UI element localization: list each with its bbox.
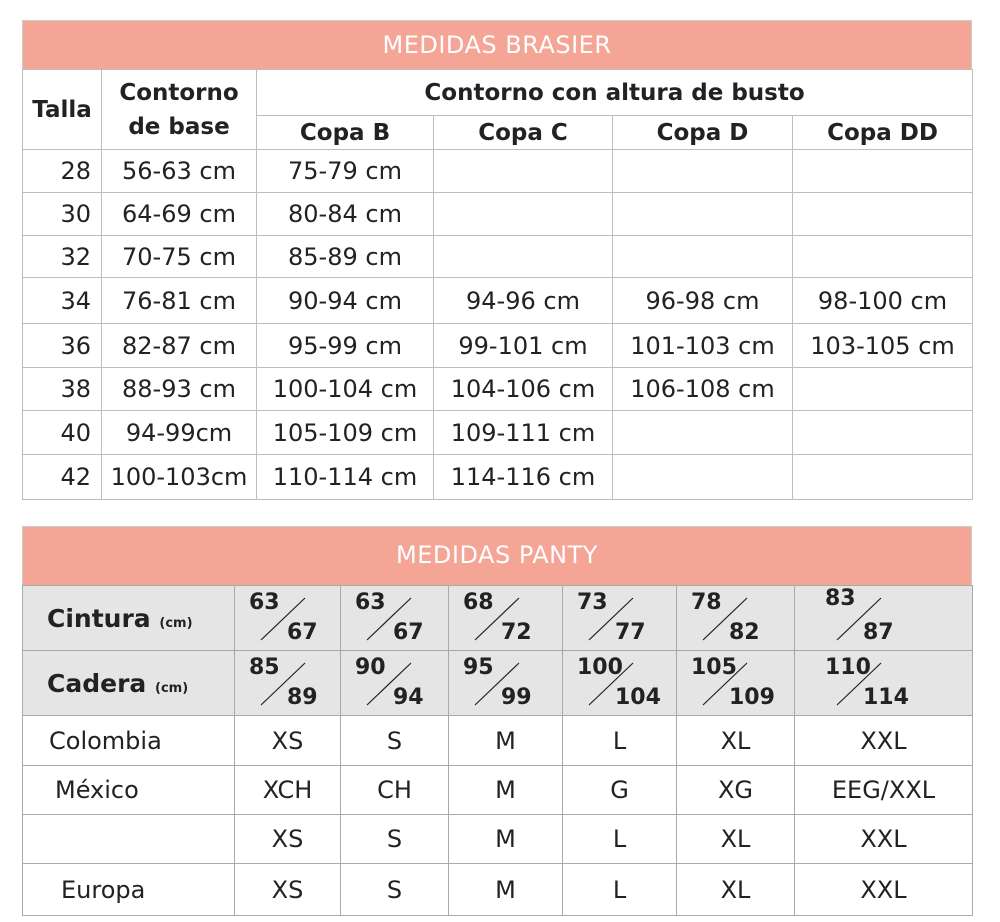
fraction-top: 95 — [463, 655, 494, 680]
cup-cell: 98-100 cm — [793, 278, 973, 324]
size-row-europa — [23, 864, 973, 916]
panty-table-section — [22, 526, 972, 916]
panty-table — [22, 585, 973, 916]
fraction-bottom: 99 — [501, 685, 532, 710]
cup-cell: 90-94 cm — [257, 278, 434, 324]
fraction-top: 73 — [577, 590, 608, 615]
size-cell: EEG/XXL — [795, 766, 973, 815]
cup-cell: 75-79 cm — [257, 150, 434, 193]
talla-cell: 30 — [23, 193, 102, 236]
cintura-cell — [563, 586, 677, 651]
cup-cell — [434, 150, 613, 193]
size-cell: XL — [677, 716, 795, 766]
cup-cell — [613, 236, 793, 278]
talla-cell: 42 — [23, 455, 102, 500]
size-cell: XXL — [795, 716, 973, 766]
cup-cell — [613, 411, 793, 455]
cup-cell: 114-116 cm — [434, 455, 613, 500]
cintura-cell — [235, 586, 341, 651]
country-label: Colombia — [23, 716, 235, 766]
cup-cell: 106-108 cm — [613, 368, 793, 411]
brasier-title: MEDIDAS BRASIER — [22, 20, 972, 69]
cadera-cell — [235, 651, 341, 716]
talla-cell: 34 — [23, 278, 102, 324]
cadera-unit: (cm) — [155, 680, 189, 696]
cup-cell: 109-111 cm — [434, 411, 613, 455]
country-label: México — [23, 766, 235, 815]
table-row — [23, 324, 973, 368]
country-label — [23, 815, 235, 864]
table-row — [23, 411, 973, 455]
fraction-bottom: 87 — [863, 620, 894, 645]
table-row — [23, 236, 973, 278]
cup-cell: 110-114 cm — [257, 455, 434, 500]
fraction-bottom: 104 — [615, 685, 661, 710]
country-label: Europa — [23, 864, 235, 916]
cadera-label — [23, 651, 235, 716]
fraction-bottom: 89 — [287, 685, 318, 710]
cadera-cell — [449, 651, 563, 716]
col-busto-header: Contorno con altura de busto — [257, 70, 973, 116]
cup-cell — [613, 193, 793, 236]
size-cell: S — [341, 864, 449, 916]
fraction-bottom: 67 — [393, 620, 424, 645]
fraction-top: 63 — [249, 590, 280, 615]
cup-cell — [613, 150, 793, 193]
fraction-top: 105 — [691, 655, 737, 680]
fraction-top: 68 — [463, 590, 494, 615]
size-cell: M — [449, 716, 563, 766]
base-cell: 76-81 cm — [102, 278, 257, 324]
fraction-bottom: 82 — [729, 620, 760, 645]
cintura-unit: (cm) — [159, 615, 193, 631]
table-row — [23, 455, 973, 500]
size-cell: S — [341, 815, 449, 864]
talla-cell: 28 — [23, 150, 102, 193]
cup-cell: 96-98 cm — [613, 278, 793, 324]
size-row-blank — [23, 815, 973, 864]
cintura-row — [23, 586, 973, 651]
cup-cell — [793, 368, 973, 411]
table-row — [23, 278, 973, 324]
cup-dd-header: Copa DD — [793, 116, 973, 150]
talla-cell: 32 — [23, 236, 102, 278]
cup-cell — [793, 236, 973, 278]
fraction-top: 83 — [825, 586, 856, 611]
cadera-cell — [341, 651, 449, 716]
col-talla-header: Talla — [23, 70, 102, 150]
size-cell: XS — [235, 864, 341, 916]
talla-cell: 36 — [23, 324, 102, 368]
fraction-top: 78 — [691, 590, 722, 615]
size-row-mexico — [23, 766, 973, 815]
talla-cell: 40 — [23, 411, 102, 455]
fraction-top: 90 — [355, 655, 386, 680]
col-base-label: Contorno de base — [119, 79, 239, 140]
cup-cell: 94-96 cm — [434, 278, 613, 324]
fraction-top: 85 — [249, 655, 280, 680]
table-row — [23, 150, 973, 193]
size-cell: XXL — [795, 815, 973, 864]
cup-d-header: Copa D — [613, 116, 793, 150]
cintura-cell — [795, 586, 973, 651]
fraction-top: 100 — [577, 655, 623, 680]
cadera-row — [23, 651, 973, 716]
base-cell: 70-75 cm — [102, 236, 257, 278]
cup-cell — [613, 455, 793, 500]
cadera-cell — [795, 651, 973, 716]
table-row — [23, 368, 973, 411]
cintura-text: Cintura — [47, 603, 151, 633]
cup-cell: 80-84 cm — [257, 193, 434, 236]
size-cell: XS — [235, 716, 341, 766]
size-cell: L — [563, 815, 677, 864]
size-cell: XL — [677, 864, 795, 916]
size-cell: S — [341, 716, 449, 766]
size-row-colombia — [23, 716, 973, 766]
base-cell: 94-99cm — [102, 411, 257, 455]
base-cell: 82-87 cm — [102, 324, 257, 368]
fraction-bottom: 72 — [501, 620, 532, 645]
cup-cell: 101-103 cm — [613, 324, 793, 368]
cintura-label — [23, 586, 235, 651]
size-cell: M — [449, 766, 563, 815]
fraction-bottom: 94 — [393, 685, 424, 710]
brasier-table-section — [22, 20, 972, 500]
cup-cell — [434, 193, 613, 236]
fraction-top: 63 — [355, 590, 386, 615]
size-cell: CH — [341, 766, 449, 815]
cup-cell: 95-99 cm — [257, 324, 434, 368]
size-cell: M — [449, 864, 563, 916]
cadera-cell — [677, 651, 795, 716]
cadera-cell — [563, 651, 677, 716]
cup-cell — [434, 236, 613, 278]
cintura-cell — [677, 586, 795, 651]
fraction-bottom: 114 — [863, 685, 909, 710]
cup-cell: 104-106 cm — [434, 368, 613, 411]
size-cell: L — [563, 716, 677, 766]
fraction-bottom: 67 — [287, 620, 318, 645]
panty-title: MEDIDAS PANTY — [22, 526, 972, 585]
fraction-bottom: 109 — [729, 685, 775, 710]
cintura-cell — [449, 586, 563, 651]
size-cell: XL — [677, 815, 795, 864]
cup-cell: 85-89 cm — [257, 236, 434, 278]
col-base-header — [102, 70, 257, 150]
cadera-text: Cadera — [47, 668, 147, 698]
cup-cell: 100-104 cm — [257, 368, 434, 411]
size-cell: XXL — [795, 864, 973, 916]
size-cell: XG — [677, 766, 795, 815]
brasier-table — [22, 69, 973, 500]
cup-c-header: Copa C — [434, 116, 613, 150]
cup-cell — [793, 455, 973, 500]
cup-cell: 105-109 cm — [257, 411, 434, 455]
size-cell: XCH — [235, 766, 341, 815]
cup-b-header: Copa B — [257, 116, 434, 150]
cup-cell — [793, 411, 973, 455]
table-row — [23, 193, 973, 236]
base-cell: 88-93 cm — [102, 368, 257, 411]
cup-cell — [793, 193, 973, 236]
size-cell: XS — [235, 815, 341, 864]
cup-cell — [793, 150, 973, 193]
size-cell: M — [449, 815, 563, 864]
fraction-bottom: 77 — [615, 620, 646, 645]
size-cell: G — [563, 766, 677, 815]
size-cell: L — [563, 864, 677, 916]
talla-cell: 38 — [23, 368, 102, 411]
cup-cell: 99-101 cm — [434, 324, 613, 368]
base-cell: 64-69 cm — [102, 193, 257, 236]
base-cell: 100-103cm — [102, 455, 257, 500]
cup-cell: 103-105 cm — [793, 324, 973, 368]
cintura-cell — [341, 586, 449, 651]
base-cell: 56-63 cm — [102, 150, 257, 193]
fraction-top: 110 — [825, 655, 871, 680]
